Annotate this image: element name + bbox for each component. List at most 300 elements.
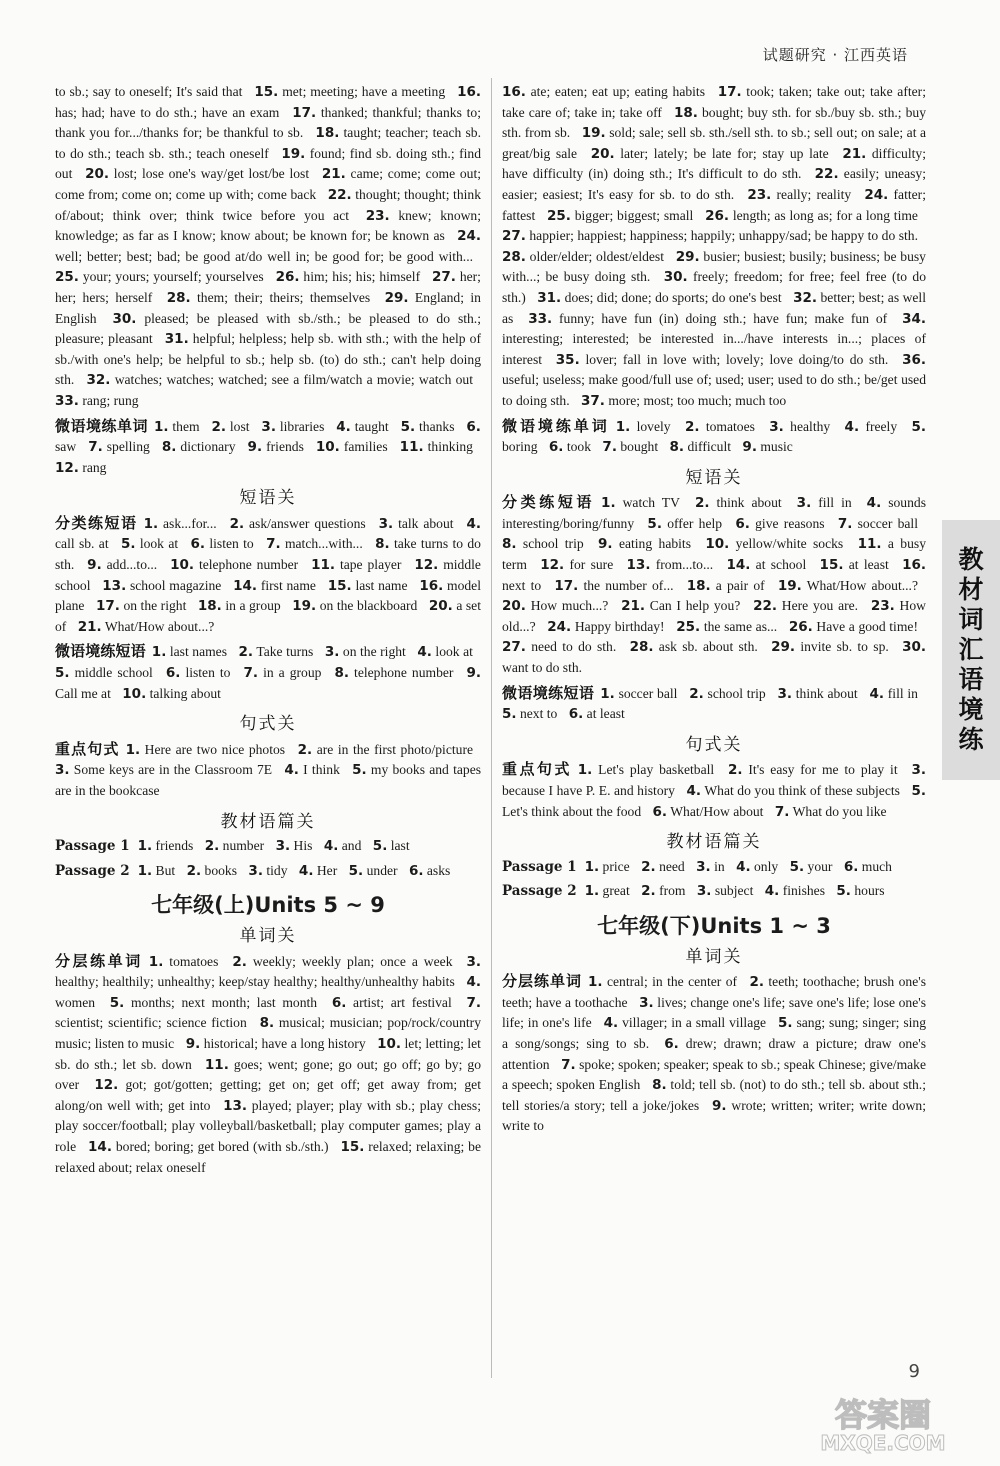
answer-item xyxy=(88,439,150,454)
answer-text: months; next month; last month xyxy=(130,994,318,1010)
answer-number: 21. xyxy=(321,166,346,183)
answer-number: 9. xyxy=(742,439,757,456)
answer-text: drew; drawn; draw a picture; draw one's attention xyxy=(502,1035,926,1072)
answer-text: taught; teacher; teach sb. to do sth.; teach sb. sth.; teach oneself xyxy=(55,125,481,161)
answer-text: Some keys are in the Classroom 7E xyxy=(73,762,273,778)
side-tab-char: 练 xyxy=(958,725,984,754)
answer-number: 6. xyxy=(548,439,564,456)
answer-number: 3. xyxy=(248,862,263,879)
answer-item xyxy=(789,619,918,634)
answer-number: 1. xyxy=(615,418,631,435)
answer-number: 2. xyxy=(749,974,764,991)
answer-number: 5. xyxy=(109,994,125,1011)
answer-number: 20. xyxy=(502,598,526,615)
answer-number: 2. xyxy=(641,858,656,875)
answer-text: first name xyxy=(260,577,316,593)
answer-text: let; letting; let sb. do sth.; let sb. down xyxy=(55,1035,481,1072)
answer-item xyxy=(797,495,852,510)
answer-text: weekly; weekly plan; once a week xyxy=(252,953,453,969)
answer-number: 26. xyxy=(275,269,300,286)
answer-text: does; did; done; do sports; do one's best xyxy=(564,289,782,305)
section-title: 单词关 xyxy=(685,946,743,967)
answer-text: only xyxy=(754,858,779,874)
answer-number: 4. xyxy=(869,685,884,702)
answer-text: listen to xyxy=(185,665,231,681)
answer-number: 2. xyxy=(694,495,710,512)
answer-number: 1. xyxy=(584,858,600,875)
answer-number: 3. xyxy=(777,685,792,702)
answer-number: 23. xyxy=(747,186,772,203)
answer-item xyxy=(190,536,253,551)
answer-item xyxy=(549,439,591,454)
answer-number: 13. xyxy=(626,557,651,574)
answer-item xyxy=(676,619,777,634)
answer-number: 10. xyxy=(315,439,340,456)
answer-item xyxy=(211,419,249,434)
answer-item xyxy=(844,859,892,874)
answer-item xyxy=(417,644,473,659)
answer-item xyxy=(261,419,324,434)
answer-text: ate; eaten; eat up; eating habits xyxy=(530,84,705,99)
answer-number: 26. xyxy=(705,207,730,224)
answer-item xyxy=(110,995,317,1010)
answer-text: lovely xyxy=(636,418,671,434)
answer-text: friends xyxy=(155,838,194,854)
answer-number: 17. xyxy=(554,577,579,594)
answer-text: freely; freedom; for free; feel free (to do sth.) xyxy=(502,269,926,305)
answer-item xyxy=(578,762,714,777)
answer-number: 4. xyxy=(284,762,299,779)
section-title: 短语关 xyxy=(239,488,297,509)
answer-item xyxy=(869,686,918,701)
answer-number: 22. xyxy=(753,598,777,615)
answer-text: Have a good time! xyxy=(816,618,918,634)
answer-number: 2. xyxy=(641,883,656,900)
unit-title: 七年级(上)Units 5 ~ 9 xyxy=(151,893,385,918)
answer-number: 27. xyxy=(502,639,526,656)
side-tab-char: 语 xyxy=(958,665,984,694)
exercise-label: 微语境练短语 xyxy=(55,642,146,661)
side-tab-char: 材 xyxy=(958,575,984,604)
answer-number: 11. xyxy=(311,557,336,574)
answer-number: 6. xyxy=(408,862,424,879)
answer-item xyxy=(379,516,454,531)
answer-text: watch TV xyxy=(622,495,680,511)
answer-item xyxy=(630,639,758,654)
answer-number: 19. xyxy=(777,577,802,594)
answer-number: 24. xyxy=(864,186,889,203)
passage-answers xyxy=(55,836,481,857)
answer-number: 13. xyxy=(223,1097,248,1114)
answer-item xyxy=(144,516,217,531)
answer-item xyxy=(627,557,714,572)
answer-item xyxy=(126,742,286,757)
answer-item xyxy=(78,619,215,634)
answer-item xyxy=(778,578,918,593)
answer-text: at school xyxy=(755,557,807,573)
exercise-label: 分层练单词 xyxy=(55,951,143,970)
answer-item xyxy=(409,863,450,878)
answer-block xyxy=(502,759,926,822)
answer-text: thanks xyxy=(419,418,455,434)
answer-item xyxy=(689,686,765,701)
answer-item xyxy=(585,883,630,898)
answer-number: 1. xyxy=(600,685,615,702)
answer-item xyxy=(102,578,221,593)
answer-text: are in the first photo/picture xyxy=(316,741,474,757)
answer-text: Let's play basketball xyxy=(598,762,715,778)
answer-text: last xyxy=(390,838,410,854)
answer-text: on the right xyxy=(342,644,406,660)
answer-text: subject xyxy=(714,883,754,899)
answer-number: 1. xyxy=(137,862,153,879)
answer-item xyxy=(728,762,898,777)
answer-text: next to xyxy=(502,577,542,593)
side-tab-char: 汇 xyxy=(958,635,984,664)
answer-text: helpful; helpless; help sb. with sth.; with the help of sb./with one's help; be helpful to sb.; help sb. (to) do sth.; can't help doing sth. xyxy=(55,331,481,388)
answer-text: next to xyxy=(519,706,558,722)
answer-number: 5. xyxy=(348,862,364,879)
answer-text: Call me at xyxy=(55,685,111,701)
answer-text: because I have P. E. and history xyxy=(502,783,675,798)
answer-text: lives; change one's life; save one's life; lose one's life; in one's life xyxy=(502,994,926,1031)
answer-number: 27. xyxy=(432,269,456,286)
answer-item xyxy=(55,665,153,680)
answer-text: His xyxy=(293,838,313,854)
answer-number: 34. xyxy=(902,310,927,327)
answer-item xyxy=(154,419,200,434)
answer-item xyxy=(502,706,557,721)
answer-text: thinking xyxy=(427,439,473,455)
answer-number: 6. xyxy=(466,418,481,435)
answer-item xyxy=(349,863,398,878)
answer-item xyxy=(149,954,219,969)
answer-number: 30. xyxy=(112,310,137,327)
answer-text: lover; fall in love with; lovely; love doing/to do sth. xyxy=(585,351,889,367)
answer-text: finishes xyxy=(782,883,825,899)
answer-item xyxy=(836,883,884,898)
answer-item xyxy=(122,686,221,701)
answer-item xyxy=(696,859,725,874)
answer-number: 2. xyxy=(204,838,220,855)
exercise-label: 分类练短语 xyxy=(502,493,596,512)
answer-block xyxy=(55,951,481,1179)
answer-text: them; their; theirs; themselves xyxy=(197,289,371,305)
answer-item xyxy=(230,516,366,531)
answer-item xyxy=(687,783,900,798)
answer-text: artist; art festival xyxy=(353,994,452,1010)
answer-item xyxy=(687,578,765,593)
answer-item xyxy=(248,439,304,454)
section-title: 句式关 xyxy=(685,734,743,755)
answer-number: 3. xyxy=(275,838,291,855)
answer-block xyxy=(502,683,926,725)
answer-number: 12. xyxy=(55,459,79,476)
answer-text: tomatoes xyxy=(169,953,219,969)
answer-text: more; most; too much; much too xyxy=(608,392,787,408)
answer-text: friends xyxy=(266,439,304,455)
answer-number: 1. xyxy=(125,741,141,758)
answer-item xyxy=(537,290,781,305)
answer-text: What/How about...? xyxy=(806,577,918,593)
answer-number: 3. xyxy=(466,953,481,970)
answer-text: difficulty; have difficulty (in) doing sth.; It's difficult to do sth. xyxy=(502,145,926,182)
section-title: 教材语篇关 xyxy=(220,811,316,832)
answer-item xyxy=(502,639,616,654)
answer-block xyxy=(55,513,481,638)
answer-number: 8. xyxy=(652,1077,667,1094)
answer-text: asks xyxy=(426,862,451,878)
side-tab-char: 教 xyxy=(958,545,984,574)
answer-item xyxy=(753,598,858,613)
answer-text: your; yours; yourself; yourselves xyxy=(82,269,264,285)
answer-text: a pair of xyxy=(715,577,765,593)
answer-text: healthy xyxy=(790,418,831,434)
answer-text: took xyxy=(566,439,592,455)
answer-number: 15. xyxy=(327,577,352,594)
answer-block xyxy=(502,971,926,1137)
answer-text: tape player xyxy=(339,557,402,573)
answer-text: on the right xyxy=(123,598,187,614)
answer-number: 6. xyxy=(190,536,206,553)
answer-text: number xyxy=(222,838,265,854)
answer-item xyxy=(641,883,685,898)
answer-item xyxy=(87,557,157,572)
answer-text: Here are two nice photos xyxy=(144,741,286,757)
answer-text: middle school xyxy=(74,665,153,681)
answer-text: think about xyxy=(795,685,858,701)
answer-number: 2. xyxy=(232,953,247,970)
answer-text: better; best; as well as xyxy=(502,289,926,326)
answer-number: 35. xyxy=(555,351,580,368)
answer-number: 11. xyxy=(857,536,882,553)
answer-text: What/How about xyxy=(670,803,764,819)
answer-item xyxy=(166,665,231,680)
answer-number: 4. xyxy=(466,515,482,532)
answer-item xyxy=(232,954,452,969)
answer-number: 11. xyxy=(399,439,424,456)
answer-item xyxy=(695,495,782,510)
answer-number: 3. xyxy=(696,883,712,900)
answer-item xyxy=(600,686,677,701)
answer-text: sounds interesting/boring/funny xyxy=(502,495,926,531)
answer-text: well; better; best; bad; be good at/do well in; be good for; be good with... xyxy=(55,248,473,264)
answer-number: 5. xyxy=(911,418,927,435)
answer-number: 2. xyxy=(297,741,313,758)
answer-number: 14. xyxy=(233,577,258,594)
answer-text: need to do sth. xyxy=(531,639,617,655)
answer-item xyxy=(621,598,740,613)
answer-text: watches; watches; watched; see a film/watch a movie; watch out xyxy=(114,372,473,388)
answer-number: 4. xyxy=(298,862,314,879)
answer-item xyxy=(248,863,287,878)
answer-number: 20. xyxy=(85,166,110,183)
answer-number: 5. xyxy=(55,665,70,682)
answer-text: knew; known; knowledge; as far as I know; know about; be known for; be known as xyxy=(55,207,482,244)
answer-number: 17. xyxy=(292,104,317,121)
answer-text: Here you are. xyxy=(781,598,859,614)
answer-number: 23. xyxy=(365,207,390,224)
left-column xyxy=(55,80,481,1182)
answer-number: 5. xyxy=(372,838,388,855)
answer-number: 19. xyxy=(281,145,306,162)
answer-text: wrote; written; writer; write down; write to xyxy=(502,1097,926,1134)
answer-text: add...to... xyxy=(106,557,158,573)
watermark-line1: 答案圈 xyxy=(834,1396,932,1434)
answer-text: offer help xyxy=(667,515,723,531)
answer-item xyxy=(311,557,401,572)
answer-text: the same as... xyxy=(703,618,778,634)
answer-item xyxy=(233,578,316,593)
answer-text: them xyxy=(172,418,200,434)
answer-number: 22. xyxy=(327,186,352,203)
answer-text: yellow/white socks xyxy=(735,536,844,552)
answer-text: middle school xyxy=(55,557,481,593)
answer-text: teeth; toothache; brush one's teeth; have a toothache xyxy=(502,974,926,1010)
answer-item xyxy=(138,863,176,878)
answer-text: model plane xyxy=(55,577,481,614)
answer-number: 7. xyxy=(774,803,790,820)
answer-text: lost xyxy=(229,418,250,434)
answer-text: found; find sb. doing sth.; find out xyxy=(55,145,481,182)
answer-text: ask/answer questions xyxy=(249,515,366,531)
answer-text: and xyxy=(341,838,362,854)
answer-item xyxy=(845,419,898,434)
answer-text: What do you like xyxy=(792,803,887,819)
answer-item xyxy=(547,619,664,634)
answer-item xyxy=(742,439,792,454)
answer-number: 8. xyxy=(259,1015,275,1032)
answer-number: 19. xyxy=(581,125,606,142)
answer-number: 20. xyxy=(590,145,615,162)
answer-number: 6. xyxy=(568,706,584,723)
answer-number: 11. xyxy=(204,1056,229,1073)
answer-number: 29. xyxy=(384,289,409,306)
answer-block xyxy=(55,739,481,802)
answer-number: 17. xyxy=(717,84,742,100)
answer-item xyxy=(771,639,889,654)
answer-number: 3. xyxy=(696,858,711,875)
answer-text: look at xyxy=(435,644,473,660)
answer-item xyxy=(55,84,242,99)
answer-text: Take turns xyxy=(256,644,314,660)
answer-text: rang; rung xyxy=(82,392,139,408)
answer-text: really; reality xyxy=(776,186,852,202)
answer-text: goes; went; gone; go out; go off; go by; go over xyxy=(55,1056,482,1093)
answer-text: tomatoes xyxy=(705,418,755,434)
answer-text: historical; have a long history xyxy=(203,1035,366,1051)
section-title: 单词关 xyxy=(239,925,297,946)
answer-text: much xyxy=(861,858,892,874)
answer-number: 8. xyxy=(669,439,685,456)
answer-number: 1. xyxy=(153,418,169,435)
answer-number: 28. xyxy=(629,639,654,656)
answer-text: from xyxy=(659,883,686,899)
exercise-label: 重点句式 xyxy=(55,739,120,758)
answer-number: 6. xyxy=(652,803,668,820)
answer-text: met; meeting; have a meeting xyxy=(282,84,446,99)
answer-text: dictionary xyxy=(180,439,236,455)
answer-item xyxy=(765,883,825,898)
answer-text: told; tell sb. (not) to do sth.; tell sb. about sth.; tell stories/a story; tell a joke/jokes xyxy=(502,1077,926,1113)
watermark-logo xyxy=(778,1388,988,1456)
exercise-label: 微语境练短语 xyxy=(502,683,595,702)
answer-number: 4. xyxy=(466,974,482,991)
answer-number: 22. xyxy=(814,166,839,183)
answer-item xyxy=(400,439,473,454)
answer-item xyxy=(96,598,186,613)
answer-number: 8. xyxy=(375,536,390,553)
answer-text: villager; in a small village xyxy=(622,1015,767,1031)
answer-text: scientist; scientific; science fiction xyxy=(55,1015,247,1031)
answer-text: How much...? xyxy=(530,598,609,614)
answer-item xyxy=(187,863,237,878)
answer-number: 31. xyxy=(164,331,189,348)
answer-number: 18. xyxy=(686,577,711,594)
exercise-label: 微语境练单词 xyxy=(502,416,610,435)
answer-text: ask sb. about sth. xyxy=(658,639,758,655)
answer-block xyxy=(55,82,481,412)
answer-text: the number of... xyxy=(583,577,674,593)
answer-text: I think xyxy=(303,762,340,778)
answer-text: talking about xyxy=(149,685,221,701)
answer-text: freely xyxy=(865,418,898,434)
answer-text: What/How about...? xyxy=(104,618,215,634)
answer-number: 1. xyxy=(588,974,603,991)
answer-number: 1. xyxy=(151,644,167,661)
answer-item xyxy=(502,598,608,613)
answer-number: 7. xyxy=(837,515,853,532)
column-divider xyxy=(491,78,492,1378)
answer-text: Can I help you? xyxy=(649,598,741,614)
answer-number: 1. xyxy=(143,515,159,532)
answer-text: bought; buy sth. for sb./buy sb. sth.; buy sth. from sb. xyxy=(502,104,926,141)
answer-text: look at xyxy=(139,536,179,552)
answer-number: 25. xyxy=(55,269,79,286)
answer-number: 7. xyxy=(266,536,281,553)
answer-text: match...with... xyxy=(284,536,363,552)
answer-number: 3. xyxy=(639,994,654,1011)
answer-text: to sb.; say to oneself; It's said that xyxy=(55,84,243,99)
answer-number: 29. xyxy=(675,248,700,265)
exercise-label: 重点句式 xyxy=(502,760,572,779)
answer-number: 32. xyxy=(793,289,818,306)
answer-item xyxy=(373,838,410,853)
answer-text: lost; lose one's way/get lost/be lost xyxy=(113,166,310,182)
answer-text: bored; boring; get bored (with sb./sth.) xyxy=(115,1138,329,1154)
answer-number: 4. xyxy=(417,644,432,661)
answer-number: 4. xyxy=(844,418,860,435)
answer-text: telephone number xyxy=(354,665,454,681)
answer-number: 12. xyxy=(540,557,565,574)
answer-number: 23. xyxy=(870,598,895,615)
passage-answers xyxy=(502,857,926,878)
answer-number: 8. xyxy=(502,536,517,553)
answer-number: 12. xyxy=(414,557,439,574)
passage-label: Passage 2 xyxy=(502,883,577,900)
answer-number: 3. xyxy=(324,644,340,661)
passage-label: Passage 1 xyxy=(55,838,130,855)
answer-item xyxy=(162,439,236,454)
answer-text: later; lately; be late for; stay up late xyxy=(620,145,829,161)
answer-item xyxy=(598,536,691,551)
answer-item xyxy=(55,762,272,777)
answer-text: happier; happiest; happiness; happily; unhappy/sad; be happy to do sth. xyxy=(529,228,918,244)
answer-text: sold; sale; sell sb. sth./sell sth. to sb.; sell out; on sale; at a great/big sale xyxy=(502,125,927,161)
answer-text: music xyxy=(760,439,793,455)
answer-text: played; player; play with sb.; play chess; play soccer/football; play volleyball/basketball; play computer games; play a role xyxy=(55,1097,481,1154)
answer-text: But xyxy=(155,862,176,878)
